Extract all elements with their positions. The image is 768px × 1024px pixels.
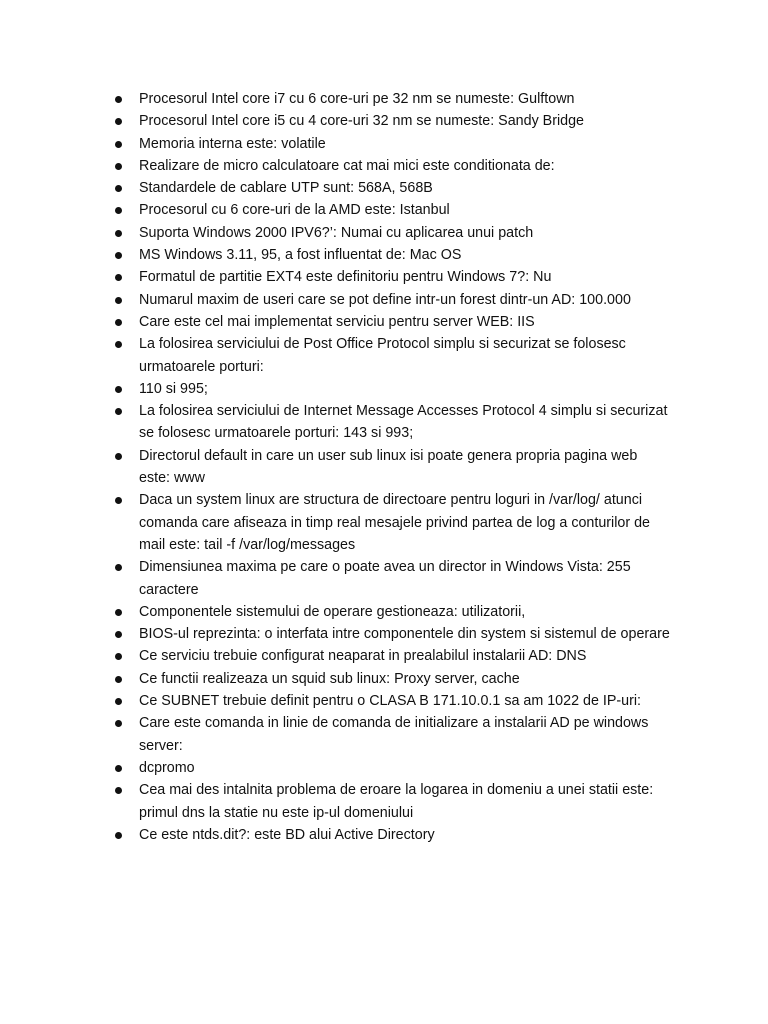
bullet-icon	[115, 832, 122, 839]
bullet-icon	[115, 564, 122, 571]
bullet-icon	[115, 676, 122, 683]
list-item	[111, 601, 671, 623]
list-item	[111, 690, 671, 712]
list-item-text: Care este comanda in linie de comanda de initializare a instalarii AD pe windows server:	[139, 715, 649, 754]
list-item	[111, 155, 671, 177]
list-item-text: BIOS-ul reprezinta: o interfata intre componentele din system si sistemul de operare	[139, 626, 670, 643]
bullet-icon	[115, 765, 122, 772]
list-item-text: Standardele de cablare UTP sunt: 568A, 568B	[139, 180, 433, 197]
list-item	[111, 110, 671, 132]
list-item-text: Daca un system linux are structura de directoare pentru loguri in /var/log/ atunci comanda care afiseaza in timp real mesajele privind partea de log a conturilor de mail este: tail -f /var/log/messages	[139, 492, 650, 553]
list-item	[111, 556, 671, 601]
list-item	[111, 378, 671, 400]
bullet-icon	[115, 497, 122, 504]
list-item-text: Dimensiunea maxima pe care o poate avea un director in Windows Vista: 255 caractere	[139, 559, 631, 598]
bullet-icon	[115, 386, 122, 393]
list-item	[111, 757, 671, 779]
list-item	[111, 623, 671, 645]
bullet-icon	[115, 698, 122, 705]
list-item-text: 110 si 995;	[139, 380, 208, 397]
list-item-text: Directorul default in care un user sub linux isi poate genera propria pagina web este: www	[139, 447, 638, 487]
list-item	[111, 489, 671, 556]
bullet-icon	[115, 609, 122, 616]
bullet-icon	[115, 252, 122, 259]
list-item-text: Ce este ntds.dit?: este BD alui Active Directory	[139, 826, 435, 843]
bullet-list	[111, 88, 671, 846]
list-item	[111, 712, 671, 757]
bullet-icon	[115, 185, 122, 192]
list-item-text: Realizare de micro calculatoare cat mai mici este conditionata de:	[139, 157, 555, 174]
list-item	[111, 199, 671, 221]
bullet-icon	[115, 453, 122, 460]
bullet-icon	[115, 408, 122, 415]
list-item-text: dcpromo	[139, 759, 195, 776]
list-item	[111, 88, 671, 110]
bullet-icon	[115, 653, 122, 660]
bullet-icon	[115, 274, 122, 281]
list-item	[111, 177, 671, 199]
bullet-icon	[115, 720, 122, 727]
list-item-text: La folosirea serviciului de Internet Message Accesses Protocol 4 simplu si securizat se folosesc urmatoarele porturi: 143 si 993;	[139, 403, 668, 442]
list-item	[111, 266, 671, 288]
list-item-text: Suporta Windows 2000 IPV6?’: Numai cu aplicarea unui patch	[139, 224, 534, 241]
bullet-icon	[115, 96, 122, 103]
bullet-icon	[115, 118, 122, 125]
bullet-icon	[115, 341, 122, 348]
bullet-icon	[115, 297, 122, 304]
bullet-icon	[115, 207, 122, 214]
list-item-text: Procesorul Intel core i5 cu 4 core-uri 32 nm se numeste: Sandy Bridge	[139, 113, 585, 130]
list-item	[111, 289, 671, 311]
bullet-icon	[115, 319, 122, 326]
bullet-icon	[115, 163, 122, 170]
list-item	[111, 668, 671, 690]
list-item	[111, 779, 671, 824]
list-item-text: Procesorul Intel core i7 cu 6 core-uri pe 32 nm se numeste: Gulftown	[139, 91, 575, 107]
list-item	[111, 333, 671, 378]
list-item-text: Memoria interna este: volatile	[139, 135, 326, 152]
list-item	[111, 645, 671, 667]
list-item-text: Numarul maxim de useri care se pot define intr-un forest dintr-un AD: 100.000	[139, 291, 631, 308]
list-item	[111, 311, 671, 333]
list-item	[111, 222, 671, 244]
bullet-icon	[115, 787, 122, 794]
list-item-text: Care este cel mai implementat serviciu pentru server WEB: IIS	[139, 313, 535, 330]
list-item-text: Ce SUBNET trebuie definit pentru o CLASA B 171.10.0.1 sa am 1022 de IP-uri:	[139, 693, 642, 710]
list-item-text: Cea mai des intalnita problema de eroare la logarea in domeniu a unei statii este: primul dns la statie nu este ip-ul domeniului	[139, 782, 654, 821]
list-item-text: Ce serviciu trebuie configurat neaparat in prealabilul instalarii AD: DNS	[139, 648, 587, 665]
list-item	[111, 824, 671, 846]
list-item	[111, 244, 671, 266]
list-item	[111, 445, 671, 490]
bullet-icon	[115, 141, 122, 148]
list-item-text: MS Windows 3.11, 95, a fost influentat de: Mac OS	[139, 247, 462, 264]
list-item-text: Componentele sistemului de operare gestioneaza: utilizatorii,	[139, 603, 526, 620]
list-item	[111, 133, 671, 155]
list-item-text: La folosirea serviciului de Post Office Protocol simplu si securizat se folosesc urmatoarele porturi:	[139, 336, 626, 375]
list-item-text: Ce functii realizeaza un squid sub linux: Proxy server, cache	[139, 670, 520, 687]
list-item-text: Procesorul cu 6 core-uri de la AMD este: Istanbul	[139, 202, 450, 219]
list-item-text: Formatul de partitie EXT4 este definitoriu pentru Windows 7?: Nu	[139, 269, 552, 286]
bullet-icon	[115, 230, 122, 237]
list-item	[111, 400, 671, 445]
bullet-icon	[115, 631, 122, 638]
